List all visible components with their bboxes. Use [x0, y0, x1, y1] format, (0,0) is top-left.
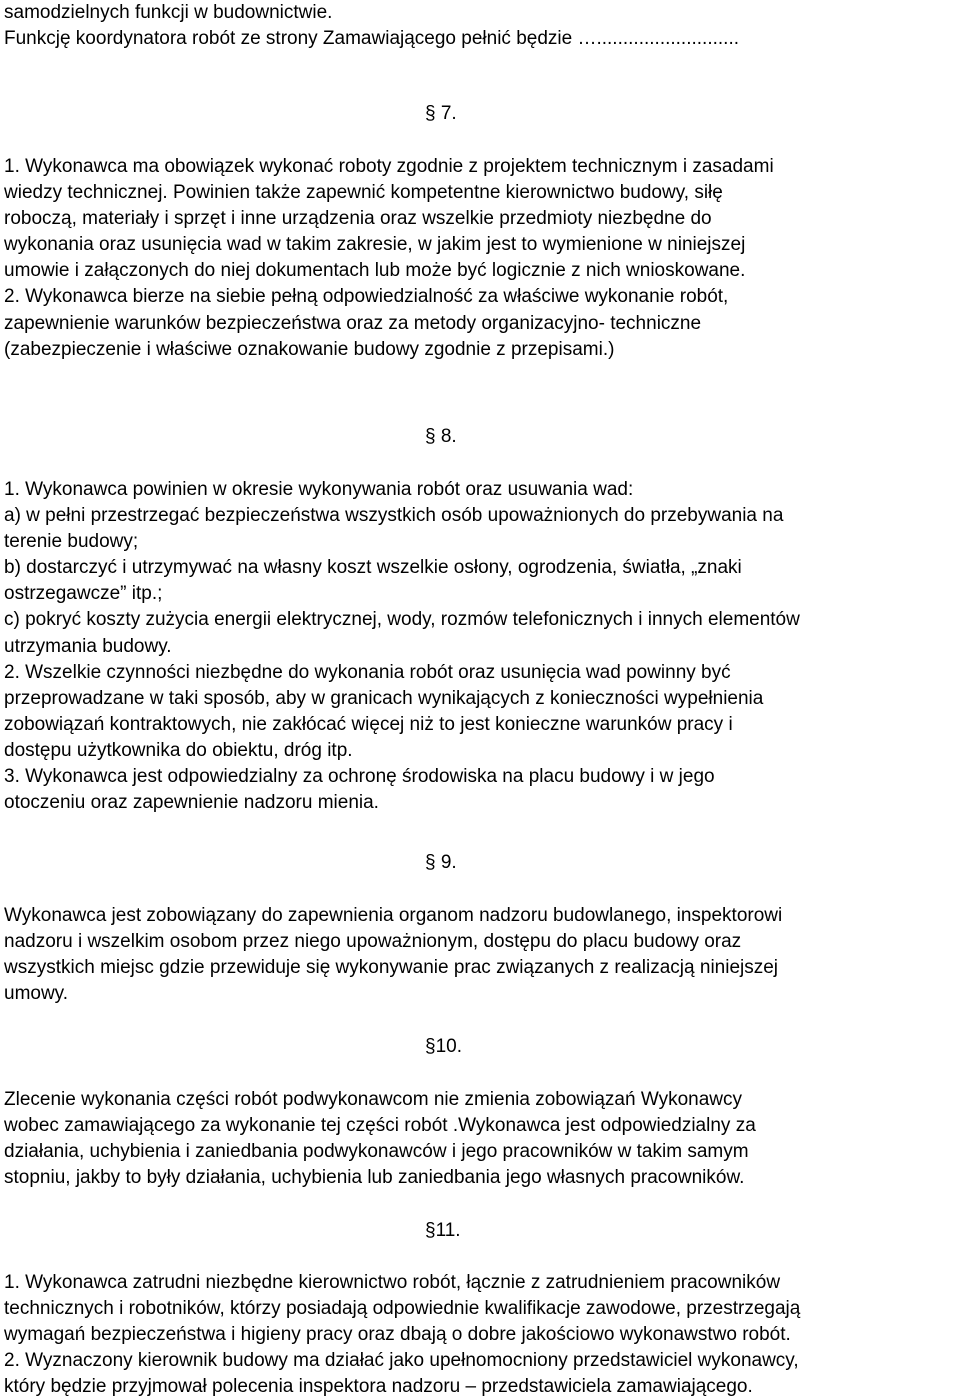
paragraph-line: otoczeniu oraz zapewnienie nadzoru mienia. [4, 792, 379, 814]
paragraph-line: zapewnienie warunków bezpieczeństwa oraz za metody organizacyjno- techniczne [4, 312, 702, 334]
section-9 [4, 850, 960, 876]
paragraph-line: utrzymania budowy. [4, 635, 172, 657]
paragraph-line: ostrzegawcze” itp.; [4, 583, 163, 605]
paragraph-line: 1. Wykonawca ma obowiązek wykonać roboty zgodnie z projektem technicznym i zasadami [4, 156, 774, 177]
paragraph-line: Zlecenie wykonania części robót podwykonawcom nie zmienia zobowiązań Wykonawcy [4, 1089, 743, 1110]
section-11 [4, 1218, 960, 1244]
section-8-body [4, 477, 960, 816]
section-heading: § 8. [425, 426, 457, 447]
paragraph-line: wymagań bezpieczeństwa i higieny pracy oraz dbają o dobre jakościowo wykonawstwo robót. [4, 1324, 791, 1346]
paragraph-line: 2. Wszelkie czynności niezbędne do wykonania robót oraz usunięcia wad powinny być [4, 661, 731, 683]
paragraph-line: który będzie przyjmował polecenia inspektora nadzoru – przedstawiciela zamawiającego. [4, 1376, 753, 1398]
paragraph-line: technicznych i robotników, którzy posiadają odpowiednie kwalifikacje zawodowe, przestrzegają [4, 1298, 801, 1320]
paragraph-line: wobec zamawiającego za wykonanie tej części robót .Wykonawca jest odpowiedzialny za [4, 1115, 756, 1137]
paragraph-line: przeprowadzane w taki sposób, aby w granicach wynikających z konieczności wypełnienia [4, 687, 764, 709]
paragraph-line: (zabezpieczenie i właściwe oznakowanie budowy zgodnie z przepisami.) [4, 338, 615, 360]
section-11-body [4, 1270, 960, 1400]
section-7-body [4, 154, 960, 363]
paragraph-line: stopniu, jakby to były działania, uchybienia lub zaniedbania jego własnych pracowników. [4, 1167, 745, 1189]
paragraph-line: umowy. [4, 983, 69, 1005]
section-8 [4, 424, 960, 450]
section-heading: §10. [425, 1036, 462, 1057]
paragraph-line: zobowiązań kontraktowych, nie zakłócać więcej niż to jest konieczne warunków pracy i [4, 713, 733, 735]
paragraph-line: 1. Wykonawca zatrudni niezbędne kierownictwo robót, łącznie z zatrudnieniem pracowników [4, 1272, 781, 1293]
section-heading: §11. [425, 1220, 461, 1241]
paragraph-line: 1. Wykonawca powinien w okresie wykonywania robót oraz usuwania wad: [4, 479, 634, 500]
paragraph-line: Wykonawca jest zobowiązany do zapewnienia organom nadzoru budowlanego, inspektorowi [4, 905, 783, 926]
section-10 [4, 1034, 960, 1060]
paragraph-line: wszystkich miejsc gdzie przewiduje się wykonywanie prac związanych z realizacją niniejszej [4, 957, 779, 979]
paragraph-line: umowie i załączonych do niej dokumentach lub może być logicznie z nich wnioskowane. [4, 260, 746, 282]
paragraph-line: c) pokryć koszty zużycia energii elektrycznej, wody, rozmów telefonicznych i innych elementów [4, 609, 800, 631]
paragraph-line: terenie budowy; [4, 531, 139, 553]
paragraph-line: b) dostarczyć i utrzymywać na własny koszt wszelkie osłony, ogrodzenia, światła, „znaki [4, 557, 742, 579]
paragraph-line: działania, uchybienia i zaniedbania podwykonawców i jego pracowników w takim samym [4, 1141, 749, 1163]
section-7 [4, 101, 960, 127]
paragraph-line: nadzoru i wszelkim osobom przez niego upoważnionym, dostępu do placu budowy oraz [4, 931, 742, 953]
intro-block [4, 0, 960, 52]
paragraph-line: dostępu użytkownika do obiektu, dróg itp. [4, 739, 353, 761]
paragraph-line: wiedzy technicznej. Powinien także zapewnić kompetentne kierownictwo budowy, siłę [4, 182, 723, 204]
paragraph-line: 3. Wykonawca jest odpowiedzialny za ochronę środowiska na placu budowy i w jego [4, 766, 715, 788]
paragraph-line: roboczą, materiały i sprzęt i inne urządzenia oraz wszelkie przedmioty niezbędne do [4, 208, 712, 230]
section-heading: § 9. [425, 852, 457, 873]
paragraph-line: wykonania oraz usunięcia wad w takim zakresie, w jakim jest to wymienione w niniejszej [4, 234, 746, 256]
intro-line: samodzielnych funkcji w budownictwie. [4, 2, 333, 23]
paragraph-line: 2. Wykonawca bierze na siebie pełną odpowiedzialność za właściwe wykonanie robót, [4, 286, 729, 308]
section-10-body [4, 1087, 960, 1191]
paragraph-line: a) w pełni przestrzegać bezpieczeństwa wszystkich osób upoważnionych do przebywania na [4, 505, 784, 527]
intro-line: Funkcję koordynatora robót ze strony Zamawiającego pełnić będzie …........................... [4, 28, 739, 50]
section-heading: § 7. [425, 103, 457, 124]
paragraph-line: 2. Wyznaczony kierownik budowy ma działać jako upełnomocniony przedstawiciel wykonawcy, [4, 1350, 799, 1372]
section-9-body [4, 903, 960, 1007]
